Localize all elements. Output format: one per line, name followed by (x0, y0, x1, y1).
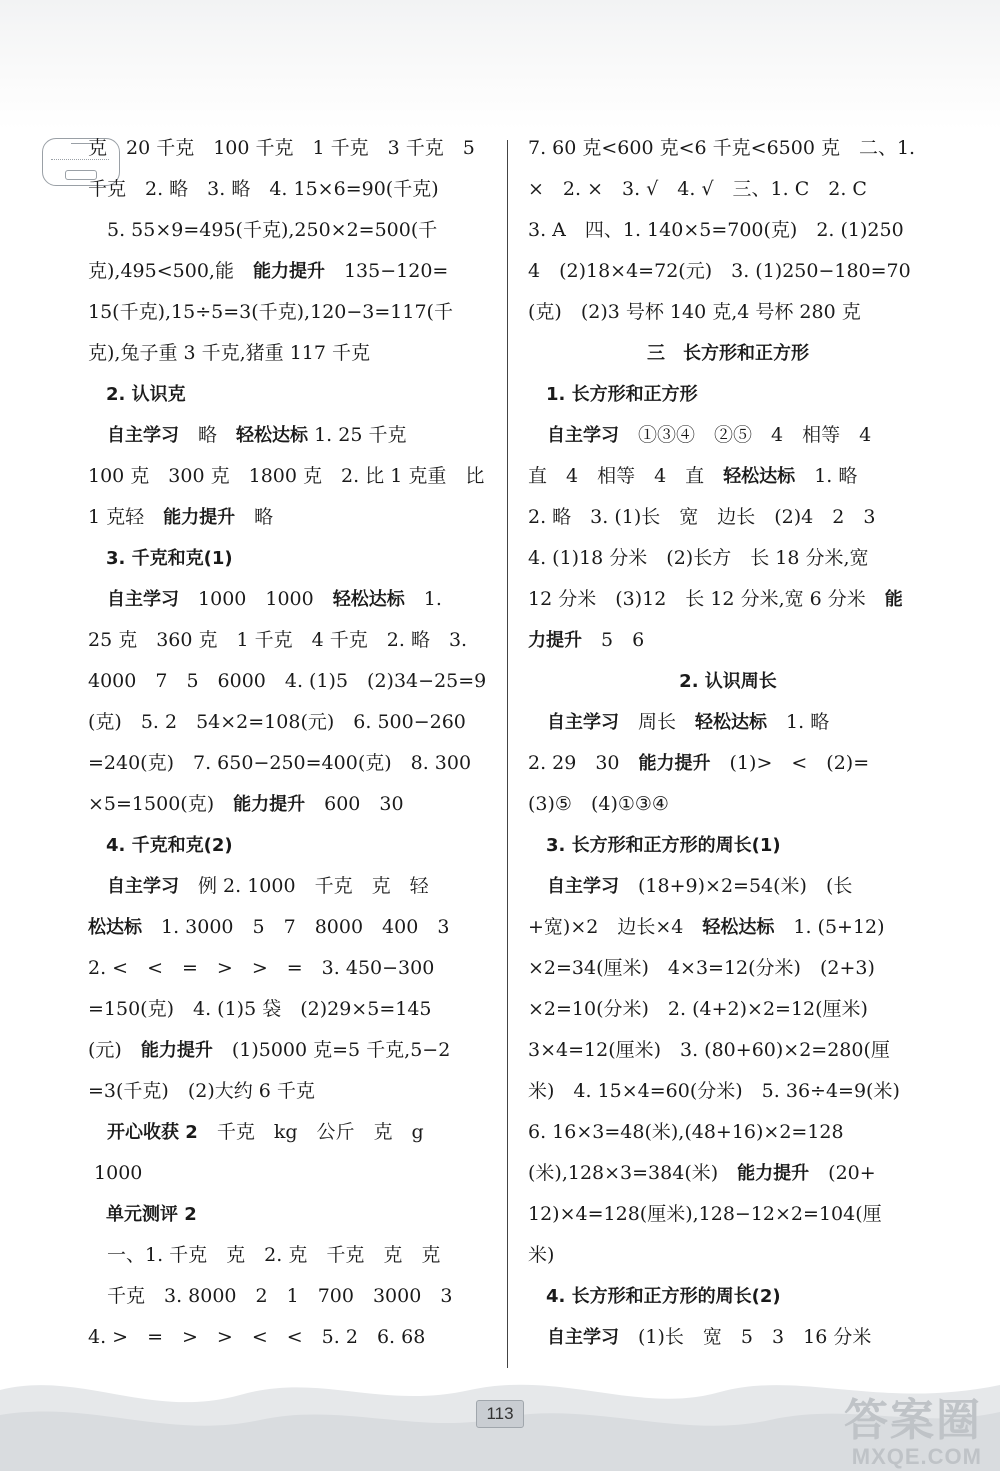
left-text-line (88, 1194, 488, 1235)
answer-text: 2. < < = > > = 3. 450−300 (88, 957, 435, 979)
left-text-line (88, 538, 488, 579)
left-text-line (88, 907, 488, 948)
right-text-line (528, 661, 928, 702)
answer-text: 1. 略 (767, 711, 830, 733)
answer-text: 1000 (88, 1162, 143, 1184)
right-text-line (528, 948, 928, 989)
right-text-line (528, 333, 928, 374)
answer-text (88, 875, 107, 897)
right-text-line (528, 292, 928, 333)
left-text-line (88, 1071, 488, 1112)
answer-text: 1. 略 (795, 465, 858, 487)
answer-text: 周长 (619, 711, 696, 733)
answer-text: 3. A 四、1. 140×5=700(克) 2. (1)250 (528, 219, 904, 241)
bold-label: 轻松达标 (332, 589, 405, 610)
answer-text: 4000 7 5 6000 4. (1)5 (2)34−25=9 (88, 670, 487, 692)
answer-text: (克) 5. 2 54×2=108(元) 6. 500−260 (88, 711, 466, 733)
bold-label: 1. 长方形和正方形 (528, 384, 698, 405)
answer-text (88, 1121, 107, 1143)
bold-label: 2. 认识克 (88, 384, 186, 405)
answer-text: 135−120= (324, 260, 449, 282)
left-text-line (88, 1153, 488, 1194)
answer-text: (克) (2)3 号杯 140 克,4 号杯 280 克 (528, 301, 861, 323)
answer-text: (元) (88, 1039, 141, 1061)
right-text-line (528, 1153, 928, 1194)
answer-text: (20+ (809, 1162, 876, 1184)
bold-label: 能力提升 (737, 1163, 810, 1184)
bold-label: 轻松达标 (236, 425, 309, 446)
answer-text: 克),495<500,能 (88, 260, 253, 282)
answer-text: 一、1. 千克 克 2. 克 千克 克 克 (88, 1244, 441, 1266)
bold-label: 2. 认识周长 (679, 671, 777, 692)
bold-label: 能力提升 (140, 1040, 213, 1061)
left-text-line (88, 989, 488, 1030)
right-text-line (528, 374, 928, 415)
answer-text: 25 克 360 克 1 千克 4 千克 2. 略 3. (88, 629, 468, 651)
bold-label: 3. 千克和克(1) (88, 548, 233, 569)
answer-text: 千克 3. 8000 2 1 700 3000 3 (88, 1285, 453, 1307)
right-text-line (528, 169, 928, 210)
answer-text: 15(千克),15÷5=3(千克),120−3=117(千 (88, 301, 453, 323)
answer-text: × 2. × 3. √ 4. √ 三、1. C 2. C (528, 178, 867, 200)
answer-text: 1. (5+12) (774, 916, 885, 938)
right-text-line (528, 825, 928, 866)
answer-text: =3(千克) (2)大约 6 千克 (88, 1080, 315, 1102)
answer-text: (米),128×3=384(米) (528, 1162, 738, 1184)
answer-text (528, 711, 547, 733)
right-text-line (528, 702, 928, 743)
answer-text: 例 2. 1000 千克 克 轻 (179, 875, 429, 897)
answer-text: 12)×4=128(厘米),128−12×2=104(厘 (528, 1203, 882, 1225)
bold-label: 自主学习 (107, 589, 180, 610)
left-text-line (88, 1276, 488, 1317)
answer-text: ①③④ ②⑤ 4 相等 4 (619, 424, 872, 446)
site-watermark (844, 1398, 982, 1470)
answer-text: 1. (404, 588, 442, 610)
right-text-line (528, 743, 928, 784)
left-text-line (88, 825, 488, 866)
answer-text: 1000 1000 (179, 588, 333, 610)
answer-text: 600 30 (305, 793, 404, 815)
answer-text: 略 (179, 424, 237, 446)
bold-label: 4. 长方形和正方形的周长(2) (528, 1286, 781, 1307)
right-text-line (528, 128, 928, 169)
left-text-line (88, 292, 488, 333)
left-text-line (88, 210, 488, 251)
answer-text (528, 424, 547, 446)
bold-label: 自主学习 (547, 876, 620, 897)
bold-label: 自主学习 (547, 1327, 620, 1348)
right-text-line (528, 1235, 928, 1276)
answer-text: (1)长 宽 5 3 16 分米 (619, 1326, 872, 1348)
answer-text: 4. > = > > < < 5. 2 6. 68 (88, 1326, 426, 1348)
right-text-line (528, 579, 928, 620)
left-text-line (88, 169, 488, 210)
answer-text: 6. 16×3=48(米),(48+16)×2=128 (528, 1121, 844, 1143)
right-text-line (528, 1112, 928, 1153)
page-number: 113 (476, 1400, 524, 1428)
answer-text: =240(克) 7. 650−250=400(克) 8. 300 (88, 752, 472, 774)
right-text-line (528, 210, 928, 251)
bold-label: 开心收获 2 (107, 1122, 198, 1143)
bold-label: 单元测评 2 (88, 1204, 197, 1225)
right-text-line (528, 1030, 928, 1071)
answer-text: 米) (528, 1244, 555, 1266)
answer-text: 克 20 千克 100 千克 1 千克 3 千克 5 (88, 137, 475, 159)
left-text-line (88, 333, 488, 374)
bold-label: 三 长方形和正方形 (647, 343, 809, 364)
left-text-line (88, 866, 488, 907)
answer-text: 5 6 (582, 629, 645, 651)
left-text-line (88, 415, 488, 456)
watermark-logo-text: 答案圈 (844, 1396, 982, 1445)
right-text-line (528, 251, 928, 292)
bold-label: 能力提升 (163, 507, 236, 528)
right-text-line (528, 456, 928, 497)
answer-text: 1 克轻 (88, 506, 164, 528)
right-text-line (528, 1194, 928, 1235)
answer-text: ×5=1500(克) (88, 793, 234, 815)
answer-text: 100 克 300 克 1800 克 2. 比 1 克重 比 (88, 465, 485, 487)
answer-text: (1)5000 克=5 千克,5−2 (212, 1039, 451, 1061)
answer-text: 4 (2)18×4=72(元) 3. (1)250−180=70 (528, 260, 911, 282)
bold-label: 3. 长方形和正方形的周长(1) (528, 835, 781, 856)
bold-label: 轻松达标 (702, 917, 775, 938)
right-text-line (528, 989, 928, 1030)
bold-label: 力提升 (528, 630, 582, 651)
bold-label: 松达标 (88, 917, 142, 938)
bold-label: 能力提升 (252, 261, 325, 282)
answer-text: 直 4 相等 4 直 (528, 465, 724, 487)
bold-label: 能力提升 (638, 753, 711, 774)
answer-text: 略 (235, 506, 274, 528)
answer-text: =150(克) 4. (1)5 袋 (2)29×5=145 (88, 998, 432, 1020)
answer-text: +宽)×2 边长×4 (528, 916, 703, 938)
right-text-line (528, 497, 928, 538)
answer-text (528, 875, 547, 897)
page-header-band (0, 0, 1000, 130)
bold-label: 轻松达标 (695, 712, 768, 733)
answer-text: 千克 kg 公斤 克 g (197, 1121, 424, 1143)
left-text-line (88, 1030, 488, 1071)
right-text-line (528, 907, 928, 948)
left-text-line (88, 1235, 488, 1276)
left-text-line (88, 251, 488, 292)
right-text-line (528, 415, 928, 456)
watermark-url: MXQE.COM (851, 1444, 982, 1469)
answer-text: (18+9)×2=54(米) (长 (619, 875, 853, 897)
left-text-line (88, 1112, 488, 1153)
answer-text: 1. 3000 5 7 8000 400 3 (142, 916, 450, 938)
left-text-line (88, 620, 488, 661)
left-text-line (88, 661, 488, 702)
right-text-line (528, 1276, 928, 1317)
bold-label: 能 (884, 589, 903, 610)
column-divider (507, 140, 508, 1368)
bold-label: 4. 千克和克(2) (88, 835, 233, 856)
answer-text: 1. 25 千克 (308, 424, 407, 446)
left-text-line (88, 374, 488, 415)
left-text-line (88, 1317, 488, 1358)
left-text-line (88, 743, 488, 784)
answer-text: (1)> < (2)= (710, 752, 870, 774)
bold-label: 自主学习 (107, 425, 180, 446)
answer-text: 米) 4. 15×4=60(分米) 5. 36÷4=9(米) (528, 1080, 900, 1102)
right-text-line (528, 1317, 928, 1358)
bold-label: 自主学习 (547, 712, 620, 733)
answer-text: (3)⑤ (4)①③④ (528, 793, 669, 815)
answer-text: 千克 2. 略 3. 略 4. 15×6=90(千克) (88, 178, 439, 200)
left-text-line (88, 579, 488, 620)
bold-label: 自主学习 (107, 876, 180, 897)
answer-text: ×2=10(分米) 2. (4+2)×2=12(厘米) (528, 998, 868, 1020)
left-text-line (88, 128, 488, 169)
bold-label: 轻松达标 (723, 466, 796, 487)
bold-label: 能力提升 (233, 794, 306, 815)
left-column (88, 128, 488, 1358)
answer-text: 12 分米 (3)12 长 12 分米,宽 6 分米 (528, 588, 885, 610)
answer-text (528, 1326, 547, 1348)
answer-text: 3×4=12(厘米) 3. (80+60)×2=280(厘 (528, 1039, 890, 1061)
left-text-line (88, 948, 488, 989)
right-text-line (528, 538, 928, 579)
answer-text: 2. 略 3. (1)长 宽 边长 (2)4 2 3 (528, 506, 876, 528)
left-text-line (88, 497, 488, 538)
left-text-line (88, 784, 488, 825)
bold-label: 自主学习 (547, 425, 620, 446)
right-text-line (528, 620, 928, 661)
right-text-line (528, 866, 928, 907)
answer-text (88, 588, 107, 610)
answer-text: ×2=34(厘米) 4×3=12(分米) (2+3) (528, 957, 875, 979)
right-text-line (528, 1071, 928, 1112)
left-text-line (88, 456, 488, 497)
right-text-line (528, 784, 928, 825)
answer-text: 2. 29 30 (528, 752, 639, 774)
answer-text: 7. 60 克<600 克<6 千克<6500 克 二、1. (528, 137, 916, 159)
answer-text: 4. (1)18 分米 (2)长方 长 18 分米,宽 (528, 547, 869, 569)
answer-text (88, 424, 107, 446)
right-column (528, 128, 928, 1358)
answer-text: 克),兔子重 3 千克,猪重 117 千克 (88, 342, 371, 364)
left-text-line (88, 702, 488, 743)
answer-text: 5. 55×9=495(千克),250×2=500(千 (88, 219, 438, 241)
